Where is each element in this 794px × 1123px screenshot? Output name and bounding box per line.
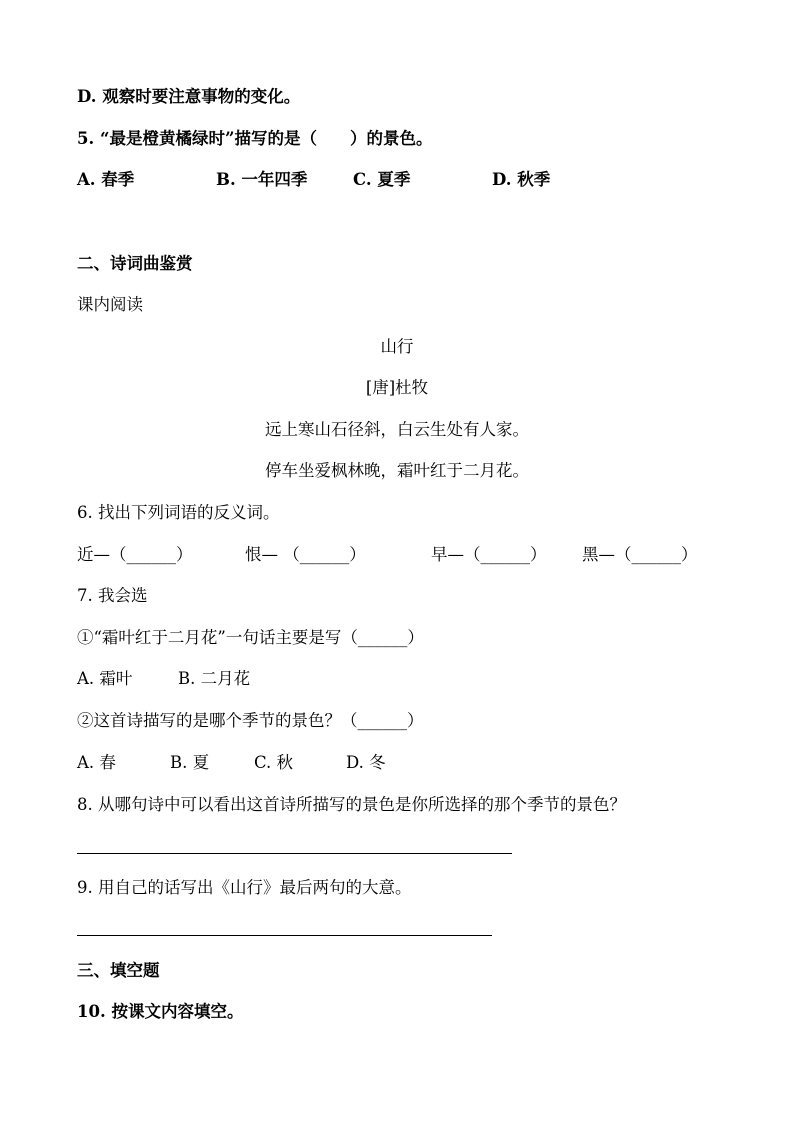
q8-answer-line[interactable]: [77, 853, 512, 854]
q8-stem: 8. 从哪句诗中可以看出这首诗所描写的景色是你所选择的那个季节的景色？: [77, 795, 626, 814]
q7-sub2: ②这首诗描写的是哪个季节的景色？（______）: [77, 711, 424, 730]
q9-answer-line[interactable]: [77, 935, 492, 936]
q6-item-2: 恨— （______）: [245, 545, 366, 564]
q7-sub2-option-c: C. 秋: [254, 753, 294, 772]
q6-stem: 6. 找出下列词语的反义词。: [77, 503, 280, 522]
q6-item-3: 早—（______）: [431, 545, 547, 564]
q7-sub2-option-d: D. 冬: [346, 753, 386, 772]
section3-heading: 三、填空题: [77, 961, 160, 980]
q9-stem: 9. 用自己的话写出《山行》最后两句的大意。: [77, 878, 412, 897]
q6-item-1: 近—（______）: [77, 545, 193, 564]
poem-line-2: 停车坐爱枫林晚，霜叶红于二月花。: [265, 461, 529, 480]
section2-subheading: 课内阅读: [77, 295, 143, 314]
q7-sub1: ①“霜叶红于二月花”一句话主要是写（______）: [77, 628, 424, 647]
q6-item-4: 黑—（______）: [582, 545, 698, 564]
poem-title: 山行: [380, 337, 414, 356]
q5-option-c: C. 夏季: [353, 170, 411, 189]
q5-option-a: A. 春季: [77, 170, 135, 189]
q10-stem: 10. 按课文内容填空。: [77, 1002, 244, 1021]
q7-sub2-option-a: A. 春: [77, 753, 116, 772]
q7-sub2-option-b: B. 夏: [170, 753, 210, 772]
poem-author: [唐]杜牧: [365, 378, 429, 397]
q5-stem: 5. “最是橙黄橘绿时”描写的是（ ）的景色。: [77, 129, 433, 148]
q4-option-d: D. 观察时要注意事物的变化。: [77, 87, 301, 106]
q7-stem: 7. 我会选: [77, 586, 148, 605]
q7-sub1-option-a: A. 霜叶: [77, 669, 133, 688]
q5-option-b: B. 一年四季: [216, 170, 308, 189]
q7-sub1-option-b: B. 二月花: [178, 669, 251, 688]
section2-heading: 二、诗词曲鉴赏: [77, 254, 193, 273]
q5-option-d: D. 秋季: [492, 170, 551, 189]
poem-line-1: 远上寒山石径斜，白云生处有人家。: [265, 420, 529, 439]
